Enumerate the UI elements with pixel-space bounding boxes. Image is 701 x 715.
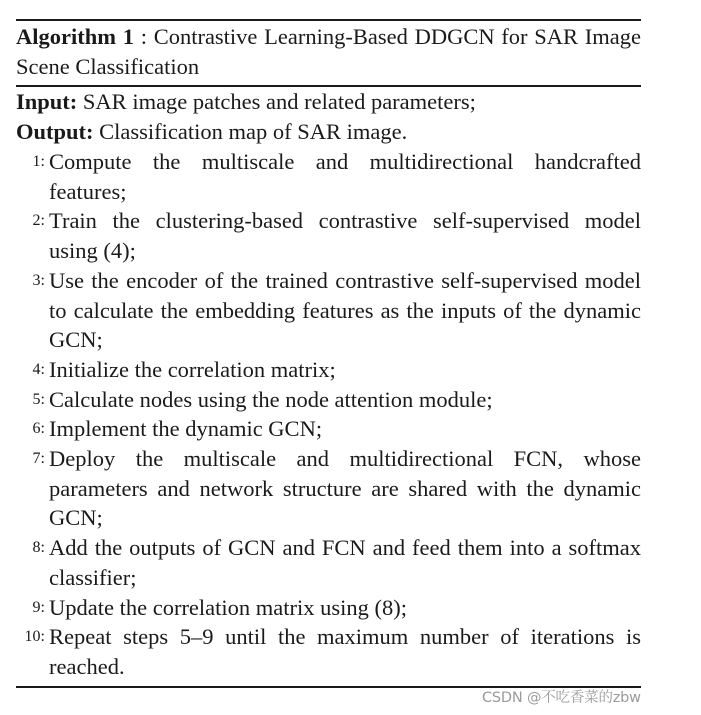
step-text: Repeat steps 5–9 until the maximum number of iterations is reached. bbox=[49, 624, 641, 679]
step-text: Use the encoder of the trained contrastive self-supervised model to calculate the embedding features as the inputs of the dynamic GCN; bbox=[49, 267, 641, 353]
step-10 bbox=[16, 622, 641, 681]
watermark: CSDN @不吃香菜的zbw bbox=[482, 690, 641, 706]
step-number: 1: bbox=[32, 153, 45, 170]
step-4 bbox=[16, 355, 641, 385]
step-text: Update the correlation matrix using (8); bbox=[49, 594, 408, 620]
step-1 bbox=[16, 147, 641, 206]
input-line bbox=[16, 87, 641, 117]
step-2 bbox=[16, 206, 641, 265]
step-text: Add the outputs of GCN and FCN and feed them into a softmax classifier; bbox=[49, 535, 641, 590]
step-7 bbox=[16, 444, 641, 533]
step-number: 6: bbox=[32, 420, 45, 438]
step-8 bbox=[16, 533, 641, 592]
step-number: 2: bbox=[32, 212, 45, 230]
input-text: SAR image patches and related parameters; bbox=[77, 89, 476, 114]
step-5 bbox=[16, 385, 641, 415]
algorithm-caption bbox=[16, 21, 641, 85]
step-number: 7: bbox=[32, 450, 45, 468]
step-text: Initialize the correlation matrix; bbox=[49, 356, 336, 382]
step-number: 3: bbox=[32, 271, 45, 289]
step-text: Calculate nodes using the node attention module; bbox=[49, 386, 493, 412]
output-line bbox=[16, 117, 641, 147]
step-3 bbox=[16, 266, 641, 355]
step-number: 4: bbox=[32, 360, 45, 378]
step-list bbox=[16, 147, 641, 686]
step-text: Train the clustering-based contrastive self-supervised model using (4); bbox=[49, 208, 641, 264]
step-number: 10: bbox=[24, 628, 45, 646]
output-label: Output: bbox=[16, 119, 94, 144]
algorithm-block bbox=[16, 19, 641, 688]
step-text: Deploy the multiscale and multidirectional FCN, whose parameters and network structure are shared with the dynamic GCN; bbox=[49, 446, 641, 531]
input-label: Input: bbox=[16, 89, 78, 114]
step-6 bbox=[16, 414, 641, 444]
step-text: Compute the multiscale and multidirectional handcrafted features; bbox=[49, 149, 641, 204]
step-9 bbox=[16, 593, 641, 623]
step-text: Implement the dynamic GCN; bbox=[49, 416, 323, 442]
step-number: 8: bbox=[32, 539, 45, 557]
step-number: 9: bbox=[32, 598, 45, 616]
caption-separator: : bbox=[133, 24, 154, 49]
output-text: Classification map of SAR image. bbox=[93, 119, 408, 144]
algorithm-title: Contrastive Learning-Based DDGCN for SAR Image Scene Classification bbox=[16, 24, 641, 79]
algorithm-label: Algorithm 1 bbox=[16, 24, 134, 49]
step-number: 5: bbox=[32, 390, 45, 408]
